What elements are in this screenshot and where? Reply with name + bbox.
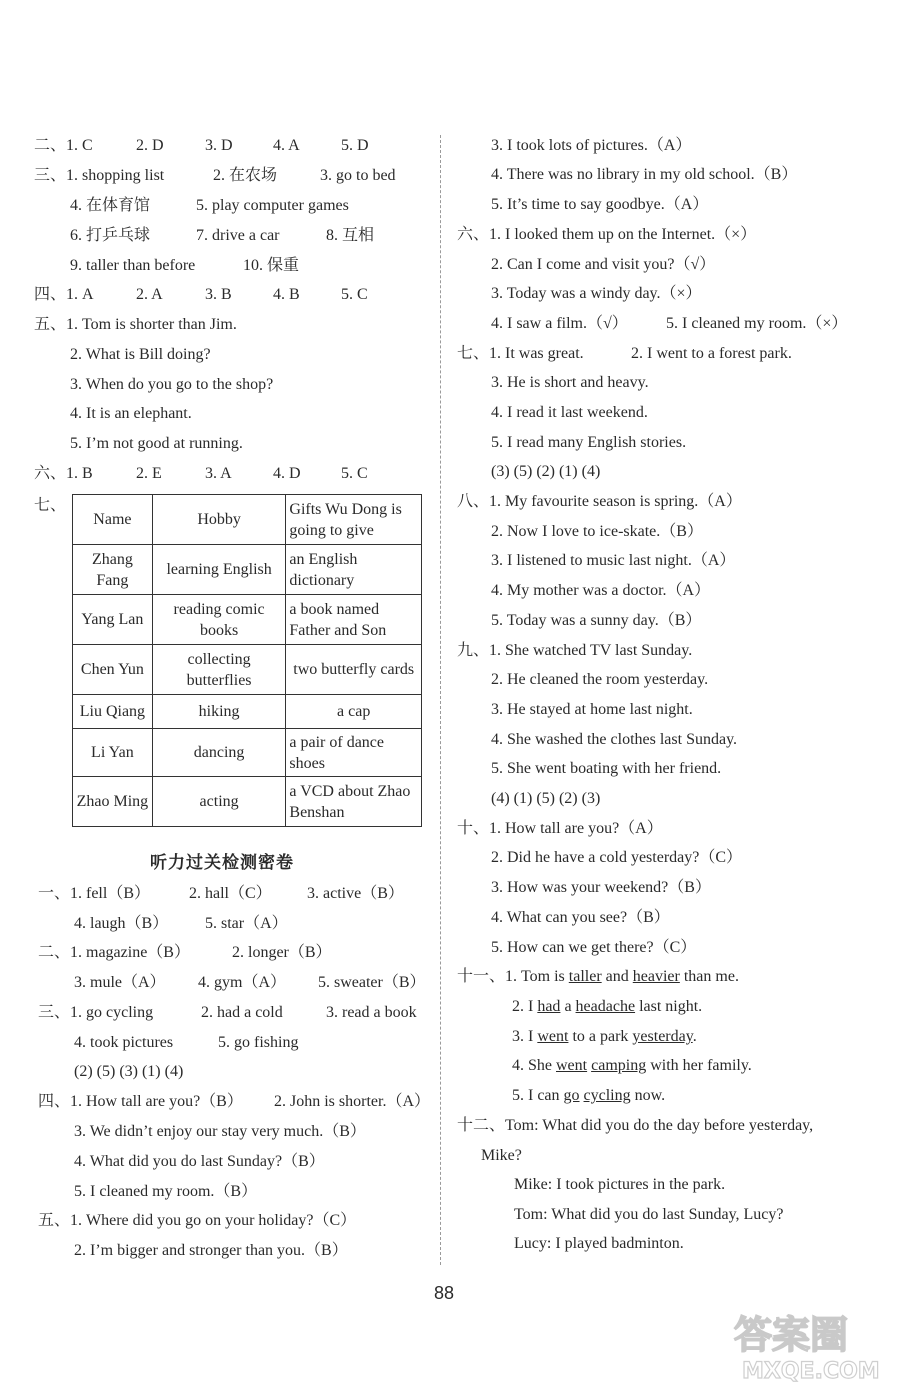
table-cell: Chen Yun (73, 645, 153, 695)
answer-text: 五、1. Where did you go on your holiday?（C） (38, 1212, 357, 1229)
answer-text: 7. drive a car (196, 227, 280, 244)
answer-text: 5. I’m not good at running. (70, 435, 243, 452)
answer-fragment: than me. (679, 968, 739, 985)
answer-text: 4. B (273, 286, 300, 303)
fill-in-answer (512, 997, 702, 1017)
answer-fragment: and (601, 968, 633, 985)
table-cell: acting (152, 777, 286, 827)
table-cell: collecting butterflies (152, 645, 286, 695)
answer-text: 5. go fishing (218, 1034, 299, 1051)
table-header-cell: Name (73, 495, 153, 545)
answer-text: 2. hall（C） (189, 885, 272, 902)
answer-text: 3. go to bed (320, 167, 396, 184)
table-cell: hiking (152, 695, 286, 729)
answer-text: 2. Did he have a cold yesterday?（C） (491, 849, 743, 866)
answer-text: 四、1. A (34, 286, 94, 303)
answer-text: 4. A (273, 137, 300, 154)
underlined-word: had (537, 998, 561, 1015)
underlined-word: went (537, 1028, 569, 1045)
answer-text: 2. 在农场 (213, 167, 278, 184)
answer-fragment: 2. I (512, 998, 538, 1015)
answer-text: 3. A (205, 465, 232, 482)
table-cell: reading comic books (152, 595, 286, 645)
answer-fragment: to a park (568, 1028, 633, 1045)
answer-text: 九、1. She watched TV last Sunday. (457, 642, 693, 659)
answer-fragment: now. (630, 1087, 666, 1104)
answer-text: 4. D (273, 465, 301, 482)
table-cell: two butterfly cards (286, 645, 422, 695)
answer-text: 5. sweater（B） (318, 974, 426, 991)
answer-text: 二、1. C (34, 137, 93, 154)
answer-text: 3. He is short and heavy. (491, 374, 649, 391)
answer-text: 3. Today was a windy day.（×） (491, 285, 702, 302)
section-title: 听力过关检测密卷 (150, 853, 294, 873)
answer-text: 三、1. go cycling (38, 1004, 154, 1021)
underlined-word: headache (575, 998, 636, 1015)
answer-text: Lucy: I played badminton. (514, 1235, 684, 1252)
answer-text: 5. I cleaned my room.（B） (74, 1183, 258, 1200)
answer-text: 5. C (341, 465, 368, 482)
answer-text: 2. had a cold (201, 1004, 283, 1021)
table-cell: Zhang Fang (73, 545, 153, 595)
answer-text: 2. E (136, 465, 162, 482)
fill-in-answer (512, 1086, 665, 1106)
answer-text: 2. He cleaned the room yesterday. (491, 671, 709, 688)
answer-text: 3. I listened to music last night.（A） (491, 552, 736, 569)
answer-text: 5. play computer games (196, 197, 349, 214)
answer-text: (4) (1) (5) (2) (3) (491, 790, 601, 807)
answer-text: 2. Can I come and visit you?（√） (491, 256, 716, 273)
underlined-word: taller (568, 968, 602, 985)
underlined-word: went (556, 1057, 588, 1074)
answer-text: 3. I took lots of pictures.（A） (491, 137, 692, 154)
answer-fragment: with her family. (646, 1057, 752, 1074)
answer-text: 二、1. magazine（B） (38, 944, 190, 961)
answer-text: 三、1. shopping list (34, 167, 165, 184)
answer-text: 十二、Tom: What did you do the day before yesterday, (457, 1117, 814, 1134)
answer-text: 5. C (341, 286, 368, 303)
watermark-url: MXQE.COM (742, 1359, 880, 1382)
answer-text: 3. How was your weekend?（B） (491, 879, 711, 896)
answer-text: 10. 保重 (243, 257, 300, 274)
answer-text: 6. 打乒乓球 (70, 227, 151, 244)
answer-text: 4. 在体育馆 (70, 197, 151, 214)
hobby-gift-table (72, 494, 422, 827)
answer-text: 2. Now I love to ice-skate.（B） (491, 523, 703, 540)
answer-text: 5. Today was a sunny day.（B） (491, 612, 702, 629)
fill-in-answer (512, 1027, 697, 1047)
answer-text: Mike: I took pictures in the park. (514, 1176, 726, 1193)
answer-text: 3. read a book (326, 1004, 417, 1021)
answer-fragment: 5. I can (512, 1087, 564, 1104)
answer-text: 5. How can we get there?（C） (491, 939, 697, 956)
answer-fragment: . (692, 1028, 697, 1045)
table-cell: a pair of dance shoes (286, 729, 422, 777)
answer-fragment: 3. I (512, 1028, 538, 1045)
answer-text: 2. D (136, 137, 164, 154)
answer-text: 4. What can you see?（B） (491, 909, 670, 926)
answer-fragment: a (560, 998, 576, 1015)
answer-text: 八、1. My favourite season is spring.（A） (457, 493, 742, 510)
answer-text: 5. It’s time to say goodbye.（A） (491, 196, 709, 213)
answer-text: 五、1. Tom is shorter than Jim. (34, 316, 237, 333)
fill-in-answer (457, 967, 739, 987)
answer-fragment: last night. (635, 998, 703, 1015)
answer-text: 七、1. It was great. (457, 345, 584, 362)
table-cell: learning English (152, 545, 286, 595)
answer-text: 3. He stayed at home last night. (491, 701, 693, 718)
answer-text: 4. It is an elephant. (70, 405, 192, 422)
table-row (73, 645, 422, 695)
answer-text: 5. She went boating with her friend. (491, 760, 722, 777)
answer-text: 5. I cleaned my room.（×） (666, 315, 848, 332)
answer-text: 2. A (136, 286, 163, 303)
underlined-word: heavier (632, 968, 680, 985)
table-cell: Li Yan (73, 729, 153, 777)
table-cell: a cap (286, 695, 422, 729)
answer-text: 8. 互相 (326, 227, 375, 244)
table-cell: an English dictionary (286, 545, 422, 595)
table-header-cell: Hobby (152, 495, 286, 545)
answer-text: 4. She washed the clothes last Sunday. (491, 731, 738, 748)
answer-text: 七、 (34, 497, 67, 514)
table-row (73, 729, 422, 777)
answer-text: 2. I went to a forest park. (631, 345, 792, 362)
table-cell: Zhao Ming (73, 777, 153, 827)
answer-text: Mike? (481, 1147, 522, 1164)
answer-text: 六、1. B (34, 465, 93, 482)
answer-text: 4. My mother was a doctor.（A） (491, 582, 711, 599)
page-number: 88 (434, 1283, 455, 1303)
fill-in-answer (512, 1056, 752, 1076)
answer-text: (3) (5) (2) (1) (4) (491, 463, 601, 480)
table-cell: a VCD about Zhao Benshan (286, 777, 422, 827)
answer-text: 4. There was no library in my old school.（B） (491, 166, 798, 183)
table-row (73, 695, 422, 729)
answer-text: 3. mule（A） (74, 974, 166, 991)
table-cell: Yang Lan (73, 595, 153, 645)
watermark-text: 答案圈 (734, 1313, 849, 1357)
answer-text: (2) (5) (3) (1) (4) (74, 1063, 184, 1080)
answer-fragment: 十一、1. Tom is (457, 968, 569, 985)
watermark-logo (732, 1308, 892, 1382)
answer-fragment: 4. She (512, 1057, 556, 1074)
answer-text: 3. B (205, 286, 232, 303)
answer-text: 4. gym（A） (198, 974, 287, 991)
underlined-word: yesterday (632, 1028, 693, 1045)
table-cell: Liu Qiang (73, 695, 153, 729)
answer-text: 2. What is Bill doing? (70, 346, 211, 363)
answer-text: 四、1. How tall are you?（B） (38, 1093, 243, 1110)
answer-text: Tom: What did you do last Sunday, Lucy? (514, 1206, 784, 1223)
table-header-cell: Gifts Wu Dong is going to give (286, 495, 422, 545)
answer-text: 2. longer（B） (232, 944, 332, 961)
answer-text: 2. I’m bigger and stronger than you.（B） (74, 1242, 348, 1259)
answer-text: 4. laugh（B） (74, 915, 169, 932)
answer-text: 3. D (205, 137, 233, 154)
answer-text: 3. active（B） (307, 885, 404, 902)
table-cell: a book named Father and Son (286, 595, 422, 645)
table-cell: dancing (152, 729, 286, 777)
answer-text: 4. What did you do last Sunday?（B） (74, 1153, 325, 1170)
answer-text: 3. We didn’t enjoy our stay very much.（B） (74, 1123, 366, 1140)
answer-text: 4. took pictures (74, 1034, 174, 1051)
table-header-row (73, 495, 422, 545)
answer-text: 3. When do you go to the shop? (70, 376, 274, 393)
answer-text: 5. I read many English stories. (491, 434, 687, 451)
answer-text: 9. taller than before (70, 257, 196, 274)
answer-text: 十、1. How tall are you?（A） (457, 820, 663, 837)
answer-text: 5. star（A） (205, 915, 288, 932)
table-row (73, 545, 422, 595)
table-row (73, 777, 422, 827)
answer-text: 5. D (341, 137, 369, 154)
underlined-word: go (563, 1087, 580, 1104)
answer-text: 一、1. fell（B） (38, 885, 150, 902)
underlined-word: cycling (583, 1087, 631, 1104)
table-row (73, 595, 422, 645)
answer-text: 4. I read it last weekend. (491, 404, 648, 421)
answer-text: 2. John is shorter.（A） (274, 1093, 431, 1110)
answer-text: 4. I saw a film.（√） (491, 315, 628, 332)
underlined-word: camping (591, 1057, 647, 1074)
column-divider (440, 135, 441, 1265)
answer-text: 六、1. I looked them up on the Internet.（×） (457, 226, 757, 243)
